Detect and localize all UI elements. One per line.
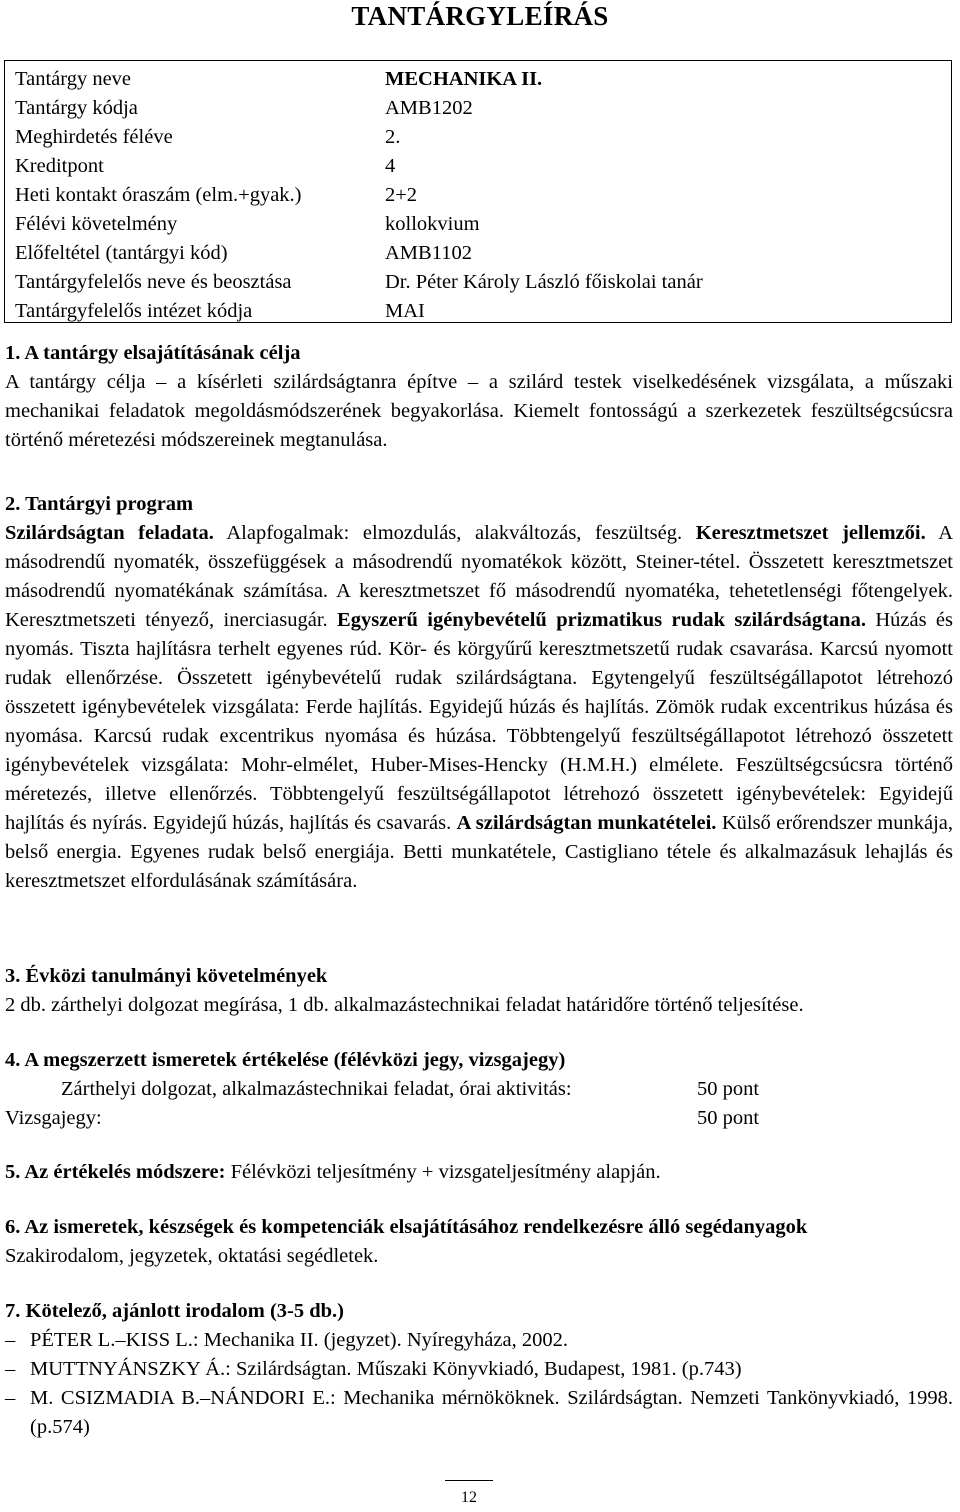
info-row	[5, 65, 951, 94]
dash-bullet: ‒	[5, 1329, 16, 1351]
literature-item	[5, 1355, 953, 1384]
info-row	[5, 152, 951, 181]
info-value: MECHANIKA II.	[385, 68, 543, 90]
topic-text: Külső erőrendszer munkája, belső energia. Egyenes rudak belső energiája. Betti munkatétele, Castigliano tétele és alkalmazásuk lehajlás és keresztmetszet elfordulásának számítására.	[5, 812, 953, 892]
eval-row	[5, 1075, 953, 1104]
info-label: Tantárgyfelelős intézet kódja	[15, 300, 253, 322]
literature-text: M. CSIZMADIA B.‒NÁNDORI E.: Mechanika mérnököknek. Szilárdságtan. Nemzeti Tankönyvkiadó, 1998. (p.574)	[30, 1387, 953, 1438]
info-value: 4	[385, 155, 396, 177]
section-title: 4. A megszerzett ismeretek értékelése (félévközi jegy, vizsgajegy)	[5, 1049, 566, 1071]
section-goal	[5, 339, 953, 455]
info-label: Tantárgy neve	[15, 68, 132, 90]
info-row	[5, 268, 951, 297]
info-row	[5, 239, 951, 268]
info-label: Heti kontakt óraszám (elm.+gyak.)	[15, 184, 302, 206]
section-materials	[5, 1213, 960, 1271]
info-value: 2+2	[385, 184, 418, 206]
info-value: Dr. Péter Károly László főiskolai tanár	[385, 271, 703, 293]
section-title: 6. Az ismeretek, készségek és kompetenciák elsajátításához rendelkezésre álló segédanyagok	[5, 1216, 808, 1238]
topic-heading: A szilárdságtan munkatételei.	[456, 812, 717, 834]
info-label: Kreditpont	[15, 155, 104, 177]
eval-value: 50 pont	[697, 1107, 760, 1129]
info-value: kollokvium	[385, 213, 480, 235]
info-value: AMB1202	[385, 97, 473, 119]
topic-heading: Keresztmetszet jellemzői.	[695, 522, 926, 544]
section-title: 7. Kötelező, ajánlott irodalom (3-5 db.)	[5, 1300, 344, 1322]
section-text: 2 db. zárthelyi dolgozat megírása, 1 db. alkalmazástechnikai feladat határidőre történő teljesítése.	[5, 994, 804, 1016]
footer-divider	[445, 1480, 493, 1481]
section-title: 1. A tantárgy elsajátításának célja	[5, 342, 301, 364]
info-value: AMB1102	[385, 242, 472, 264]
info-label: Félévi követelmény	[15, 213, 178, 235]
literature-text: MUTTNYÁNSZKY Á.: Szilárdságtan. Műszaki Könyvkiadó, Budapest, 1981. (p.743)	[30, 1358, 742, 1380]
eval-row	[5, 1104, 953, 1133]
info-label: Előfeltétel (tantárgyi kód)	[15, 242, 228, 264]
eval-value: 50 pont	[697, 1078, 760, 1100]
section-title: 2. Tantárgyi program	[5, 493, 194, 515]
eval-label: Zárthelyi dolgozat, alkalmazástechnikai feladat, órai aktivitás:	[61, 1078, 572, 1100]
course-info-table	[4, 60, 952, 323]
info-row	[5, 123, 951, 152]
info-row	[5, 297, 951, 326]
info-label: Tantárgyfelelős neve és beosztása	[15, 271, 292, 293]
section-text: Szakirodalom, jegyzetek, oktatási segédletek.	[5, 1245, 379, 1267]
section-method	[5, 1158, 953, 1187]
page-number: 12	[461, 1489, 477, 1506]
section-title: 3. Évközi tanulmányi követelmények	[5, 965, 328, 987]
info-label: Meghirdetés féléve	[15, 126, 173, 148]
dash-bullet: ‒	[5, 1387, 16, 1409]
section-literature	[5, 1297, 953, 1442]
method-text: Félévközi teljesítmény + vizsgateljesítmény alapján.	[225, 1161, 661, 1183]
dash-bullet: ‒	[5, 1358, 16, 1380]
literature-item	[5, 1384, 953, 1442]
section-text	[5, 1158, 953, 1187]
literature-text: PÉTER L.‒KISS L.: Mechanika II. (jegyzet). Nyíregyháza, 2002.	[30, 1329, 568, 1351]
section-program	[5, 490, 953, 896]
section-text	[5, 519, 953, 896]
info-label: Tantárgy kódja	[15, 97, 138, 119]
section-text: A tantárgy célja ‒ a kísérleti szilárdságtanra építve ‒ a szilárd testek viselkedésének vizsgálata, a műszaki mechanikai feladatok megoldásmódszerének begyakorlása. Kiemelt fontosságú a szerkezetek feszültségcsúcsra történő méretezési módszereinek megtanulása.	[5, 371, 953, 451]
topic-heading: Szilárdságtan feladata.	[5, 522, 214, 544]
document-title: TANTÁRGYLEÍRÁS	[351, 1, 609, 31]
section-requirements	[5, 962, 953, 1020]
section-title: 5. Az értékelés módszere:	[5, 1161, 226, 1183]
info-value: 2.	[385, 126, 401, 148]
literature-item	[5, 1326, 953, 1355]
info-row	[5, 181, 951, 210]
topic-text: Húzás és nyomás. Tiszta hajlításra terhelt egyenes rúd. Kör- és körgyűrű keresztmetszetű rudak csavarása. Karcsú nyomott rudak ellenőrzése. Összetett igénybevételű rudak szilárdságtana. Egytengelyű feszültségállapotot létrehozó összetett igénybevételek vizsgálata: Ferde hajlítás. Egyidejű húzás és hajlítás. Zömök rudak excentrikus húzása és nyomása. Karcsú rudak excentrikus nyomása és húzása. Többtengelyű feszültségállapotot létrehozó összetett igénybevételek vizsgálata: Mohr-elmélet, Huber-Mises-Hencky (H.M.H.) elmélete. Feszültségcsúcsra történő méretezés, illetve ellenőrzés. Többtengelyű feszültségállapotot létrehozó összetett igénybevételek: Egyidejű hajlítás és nyírás. Egyidejű húzás, hajlítás és csavarás.	[5, 609, 953, 834]
topic-text: Alapfogalmak: elmozdulás, alakváltozás, feszültség.	[213, 522, 696, 544]
topic-heading: Egyszerű igénybevételű prizmatikus rudak szilárdságtana.	[337, 609, 866, 631]
eval-label: Vizsgajegy:	[5, 1107, 102, 1129]
topic-text: A másodrendű nyomaték, összefüggések a másodrendű nyomatékok között, Steiner-tétel. Összetett keresztmetszet másodrendű nyomatékának számítása. A keresztmetszet fő másodrendű nyomatéka, tehetetlenségi főtengelyek. Keresztmetszeti tényező, inerciasugár.	[5, 522, 953, 631]
info-row	[5, 94, 951, 123]
section-evaluation	[5, 1046, 953, 1133]
info-row	[5, 210, 951, 239]
info-value: MAI	[385, 300, 425, 322]
